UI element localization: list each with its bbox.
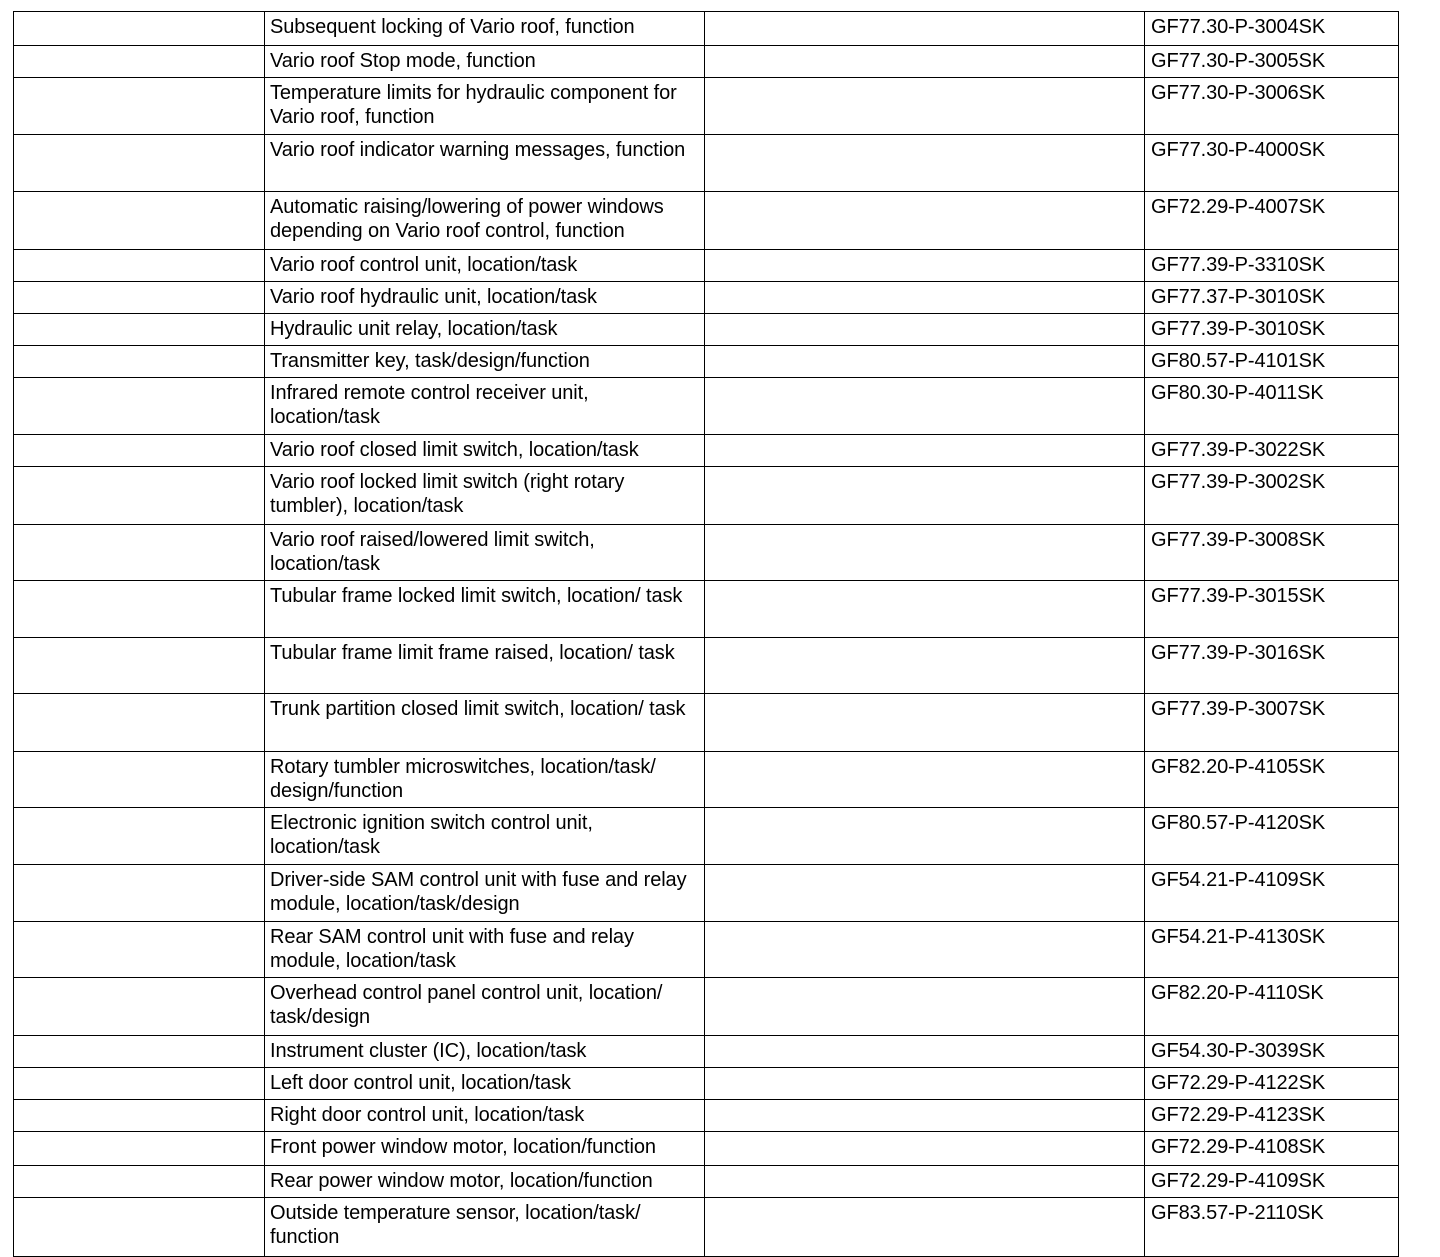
description-cell: Automatic raising/lowering of power windows depending on Vario roof control, function xyxy=(265,192,705,250)
table-row xyxy=(14,978,1399,1036)
empty-cell xyxy=(705,346,1145,378)
table-row xyxy=(14,1166,1399,1198)
empty-cell xyxy=(705,752,1145,808)
blank-cell xyxy=(14,865,265,922)
description-cell: Right door control unit, location/task xyxy=(265,1100,705,1132)
reference-cell: GF77.37-P-3010SK xyxy=(1145,282,1399,314)
blank-cell xyxy=(14,282,265,314)
table-row xyxy=(14,808,1399,865)
table-row xyxy=(14,525,1399,581)
description-cell: Vario roof locked limit switch (right rotary tumbler), location/task xyxy=(265,467,705,525)
description-cell: Infrared remote control receiver unit, location/task xyxy=(265,378,705,435)
blank-cell xyxy=(14,250,265,282)
reference-cell: GF72.29-P-4122SK xyxy=(1145,1068,1399,1100)
table-row xyxy=(14,865,1399,922)
empty-cell xyxy=(705,1198,1145,1257)
empty-cell xyxy=(705,922,1145,978)
reference-cell: GF77.39-P-3022SK xyxy=(1145,435,1399,467)
table-row xyxy=(14,922,1399,978)
blank-cell xyxy=(14,638,265,694)
blank-cell xyxy=(14,435,265,467)
reference-cell: GF77.39-P-3015SK xyxy=(1145,581,1399,638)
reference-cell: GF77.30-P-3006SK xyxy=(1145,78,1399,135)
blank-cell xyxy=(14,78,265,135)
blank-cell xyxy=(14,922,265,978)
table-row xyxy=(14,78,1399,135)
description-cell: Rotary tumbler microswitches, location/task/ design/function xyxy=(265,752,705,808)
table-row xyxy=(14,1036,1399,1068)
reference-cell: GF72.29-P-4123SK xyxy=(1145,1100,1399,1132)
empty-cell xyxy=(705,1166,1145,1198)
table-row xyxy=(14,435,1399,467)
blank-cell xyxy=(14,378,265,435)
blank-cell xyxy=(14,752,265,808)
description-cell: Rear SAM control unit with fuse and relay module, location/task xyxy=(265,922,705,978)
empty-cell xyxy=(705,581,1145,638)
table-row xyxy=(14,752,1399,808)
description-cell: Vario roof raised/lowered limit switch, location/task xyxy=(265,525,705,581)
blank-cell xyxy=(14,978,265,1036)
description-cell: Outside temperature sensor, location/task/ function xyxy=(265,1198,705,1257)
blank-cell xyxy=(14,1068,265,1100)
table-row xyxy=(14,1198,1399,1257)
reference-cell: GF77.39-P-3016SK xyxy=(1145,638,1399,694)
reference-cell: GF82.20-P-4105SK xyxy=(1145,752,1399,808)
empty-cell xyxy=(705,135,1145,192)
table-row xyxy=(14,135,1399,192)
blank-cell xyxy=(14,12,265,46)
reference-cell: GF77.39-P-3310SK xyxy=(1145,250,1399,282)
reference-cell: GF77.39-P-3007SK xyxy=(1145,694,1399,752)
empty-cell xyxy=(705,282,1145,314)
reference-cell: GF77.30-P-3005SK xyxy=(1145,46,1399,78)
blank-cell xyxy=(14,1132,265,1166)
reference-cell: GF80.57-P-4101SK xyxy=(1145,346,1399,378)
table-row xyxy=(14,694,1399,752)
blank-cell xyxy=(14,581,265,638)
description-cell: Rear power window motor, location/function xyxy=(265,1166,705,1198)
description-cell: Left door control unit, location/task xyxy=(265,1068,705,1100)
empty-cell xyxy=(705,78,1145,135)
empty-cell xyxy=(705,435,1145,467)
description-cell: Subsequent locking of Vario roof, function xyxy=(265,12,705,46)
reference-cell: GF80.57-P-4120SK xyxy=(1145,808,1399,865)
description-cell: Electronic ignition switch control unit, location/task xyxy=(265,808,705,865)
table-row xyxy=(14,1068,1399,1100)
table-row xyxy=(14,12,1399,46)
reference-cell: GF54.21-P-4130SK xyxy=(1145,922,1399,978)
empty-cell xyxy=(705,865,1145,922)
blank-cell xyxy=(14,314,265,346)
table-row xyxy=(14,378,1399,435)
empty-cell xyxy=(705,1036,1145,1068)
empty-cell xyxy=(705,192,1145,250)
blank-cell xyxy=(14,525,265,581)
description-cell: Driver-side SAM control unit with fuse and relay module, location/task/design xyxy=(265,865,705,922)
empty-cell xyxy=(705,1068,1145,1100)
empty-cell xyxy=(705,638,1145,694)
description-cell: Instrument cluster (IC), location/task xyxy=(265,1036,705,1068)
table-row xyxy=(14,638,1399,694)
reference-cell: GF72.29-P-4007SK xyxy=(1145,192,1399,250)
reference-cell: GF77.30-P-3004SK xyxy=(1145,12,1399,46)
blank-cell xyxy=(14,1198,265,1257)
description-cell: Front power window motor, location/function xyxy=(265,1132,705,1166)
reference-table xyxy=(13,11,1399,1257)
table-row xyxy=(14,581,1399,638)
reference-cell: GF77.39-P-3008SK xyxy=(1145,525,1399,581)
empty-cell xyxy=(705,250,1145,282)
table-row xyxy=(14,282,1399,314)
description-cell: Hydraulic unit relay, location/task xyxy=(265,314,705,346)
reference-cell: GF83.57-P-2110SK xyxy=(1145,1198,1399,1257)
table-row xyxy=(14,46,1399,78)
table-row xyxy=(14,346,1399,378)
table-row xyxy=(14,467,1399,525)
empty-cell xyxy=(705,1100,1145,1132)
description-cell: Vario roof control unit, location/task xyxy=(265,250,705,282)
empty-cell xyxy=(705,1132,1145,1166)
description-cell: Vario roof closed limit switch, location/task xyxy=(265,435,705,467)
table-row xyxy=(14,250,1399,282)
reference-cell: GF72.29-P-4108SK xyxy=(1145,1132,1399,1166)
reference-cell: GF54.21-P-4109SK xyxy=(1145,865,1399,922)
description-cell: Vario roof hydraulic unit, location/task xyxy=(265,282,705,314)
blank-cell xyxy=(14,46,265,78)
description-cell: Tubular frame locked limit switch, location/ task xyxy=(265,581,705,638)
description-cell: Transmitter key, task/design/function xyxy=(265,346,705,378)
table-row xyxy=(14,1100,1399,1132)
reference-cell: GF77.39-P-3002SK xyxy=(1145,467,1399,525)
blank-cell xyxy=(14,192,265,250)
blank-cell xyxy=(14,694,265,752)
reference-cell: GF72.29-P-4109SK xyxy=(1145,1166,1399,1198)
empty-cell xyxy=(705,978,1145,1036)
blank-cell xyxy=(14,1166,265,1198)
table-row xyxy=(14,192,1399,250)
empty-cell xyxy=(705,12,1145,46)
empty-cell xyxy=(705,808,1145,865)
blank-cell xyxy=(14,1036,265,1068)
empty-cell xyxy=(705,467,1145,525)
description-cell: Tubular frame limit frame raised, location/ task xyxy=(265,638,705,694)
description-cell: Temperature limits for hydraulic component for Vario roof, function xyxy=(265,78,705,135)
blank-cell xyxy=(14,808,265,865)
reference-cell: GF54.30-P-3039SK xyxy=(1145,1036,1399,1068)
reference-cell: GF82.20-P-4110SK xyxy=(1145,978,1399,1036)
empty-cell xyxy=(705,694,1145,752)
empty-cell xyxy=(705,378,1145,435)
blank-cell xyxy=(14,467,265,525)
blank-cell xyxy=(14,135,265,192)
reference-cell: GF77.39-P-3010SK xyxy=(1145,314,1399,346)
description-cell: Overhead control panel control unit, location/ task/design xyxy=(265,978,705,1036)
reference-cell: GF80.30-P-4011SK xyxy=(1145,378,1399,435)
description-cell: Trunk partition closed limit switch, location/ task xyxy=(265,694,705,752)
reference-cell: GF77.30-P-4000SK xyxy=(1145,135,1399,192)
description-cell: Vario roof Stop mode, function xyxy=(265,46,705,78)
empty-cell xyxy=(705,525,1145,581)
empty-cell xyxy=(705,46,1145,78)
blank-cell xyxy=(14,1100,265,1132)
blank-cell xyxy=(14,346,265,378)
table-row xyxy=(14,314,1399,346)
table-row xyxy=(14,1132,1399,1166)
description-cell: Vario roof indicator warning messages, function xyxy=(265,135,705,192)
empty-cell xyxy=(705,314,1145,346)
